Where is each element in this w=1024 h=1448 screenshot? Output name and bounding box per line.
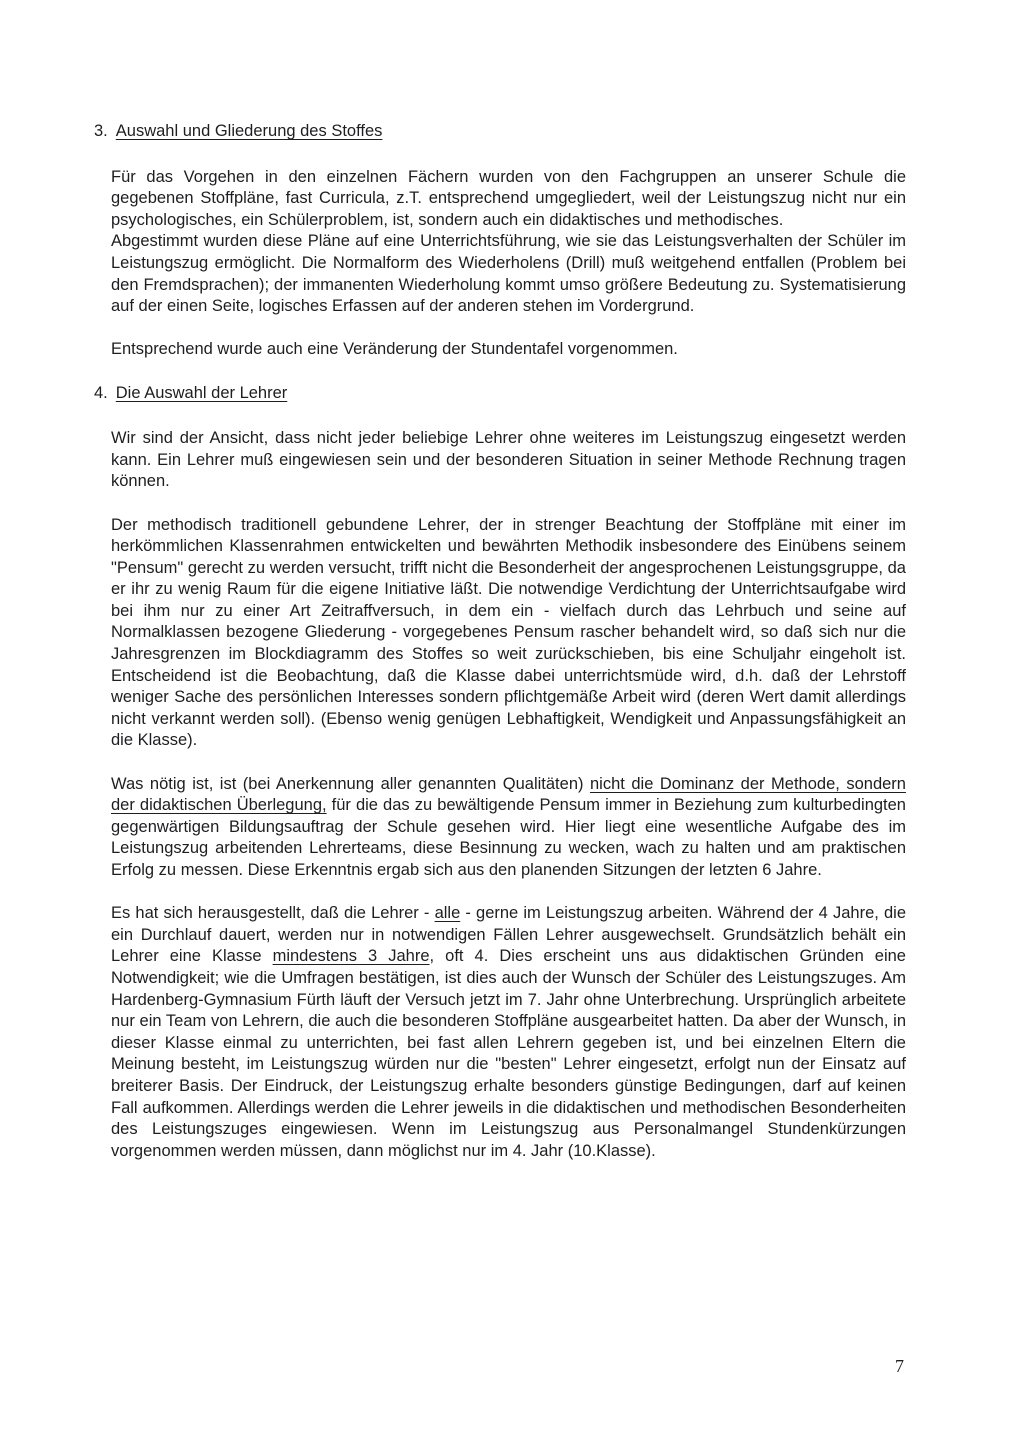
underlined-text: alle bbox=[434, 904, 461, 923]
paragraph bbox=[111, 515, 906, 753]
section-body bbox=[94, 167, 906, 361]
text-run: Abgestimmt wurden diese Pläne auf eine Unterrichtsführung, wie sie das Leistungsverhalten der Schüler im Leistungszug ermöglicht. Die Normalform des Wiederholens (Drill) muß weitgehend entfallen (Problem bei den Fremdsprachen); der immanenten Wiederholung kommt umso größere Bedeutung zu. Systematisierung auf der einen Seite, logisches Erfassen auf der anderen stehen im Vordergrund. bbox=[111, 232, 906, 316]
text-run: Der methodisch traditionell gebundene Lehrer, der in strenger Beachtung der Stoffpläne mit einer im herkömmlichen Klassenrahmen entwickelten und bewährten Methodik insbesondere des Einübens seinem "Pensum" gerecht zu werden versucht, trifft nicht die Besonderheit der angesprochenen Leistungsgruppe, da er ihr zu wenig Raum für die eigene Initiative läßt. Die notwendige Verdichtung der Unterrichtsaufgabe wird bei ihm nur zu einer Art Zeitraffversuch, in dem ein - vielfach durch das Lehrbuch und seine auf Normalklassen bezogene Gliederung - vorgegebenes Pensum rascher behandelt wird, so daß sich nur die Jahresgrenzen im Blockdiagramm des Stoffes so weit zurückschieben, bis eine Schuljahr eingeholt ist. Entscheidend ist die Beobachtung, daß die Klasse dabei unterrichtsmüde wird, d.h. daß der Lehrstoff weniger Sache des persönlichen Interesses sondern pflichtgemäße Arbeit wird (deren Wert damit allerdings nicht verkannt werden soll). (Ebenso wenig genügen Lebhaftigkeit, Wendigkeit und Anpassungsfähigkeit an die Klasse). bbox=[111, 515, 906, 750]
text-run: Was nötig ist, ist (bei Anerkennung aller genannten Qualitäten) bbox=[111, 774, 590, 793]
text-run: für die das zu bewältigende Pensum immer in Beziehung zum kulturbedingten gegenwärtigen Bildungsauftrag der Schule gesehen wird. Hier liegt eine wesentliche Aufgabe des im Leistungszug arbeitenden Lehrerteams, diese Besinnung zu wecken, wach zu halten und am praktischen Erfolg zu messen. Diese Erkenntnis ergab sich aus den planenden Sitzungen der letzten 6 Jahre. bbox=[111, 796, 906, 879]
paragraph bbox=[111, 339, 906, 361]
section-lehrer-auswahl bbox=[94, 383, 906, 1163]
section-number: 3. bbox=[94, 122, 108, 140]
section-heading bbox=[94, 121, 906, 143]
section-title: Die Auswahl der Lehrer bbox=[115, 383, 288, 402]
underlined-text: mindestens 3 Jahre bbox=[272, 947, 430, 966]
section-heading bbox=[94, 383, 906, 405]
text-run: Es hat sich herausgestellt, daß die Lehrer - bbox=[111, 904, 435, 923]
section-stoff-auswahl bbox=[94, 121, 906, 361]
section-title: Auswahl und Gliederung des Stoffes bbox=[115, 122, 383, 140]
paragraph bbox=[111, 167, 906, 232]
text-run: - gerne im Leistungszug arbeiten. Während der 4 Jahre, die ein Durchlauf dauert, werden nur in notwendigen Fällen Lehrer ausgewechselt. Grundsätzlich behält ein Lehrer eine Klasse bbox=[111, 904, 906, 966]
paragraph bbox=[111, 774, 906, 882]
section-body bbox=[94, 428, 906, 1162]
page-number: 7 bbox=[895, 1356, 904, 1376]
underlined-text: nicht die Dominanz der Methode, sondern der didaktischen Überlegung, bbox=[111, 774, 906, 815]
paragraph bbox=[111, 428, 906, 493]
section-number: 4. bbox=[94, 383, 108, 402]
text-run: Für das Vorgehen in den einzelnen Fächern wurden von den Fachgruppen an unserer Schule die gegebenen Stoffpläne, fast Curricula, z.T. entsprechend umgegliedert, weil der Leistungszug nicht nur ein psychologisches, ein Schülerproblem, ist, sondern auch ein didaktisches und methodisches. bbox=[111, 167, 906, 229]
text-run: Wir sind der Ansicht, dass nicht jeder beliebige Lehrer ohne weiteres im Leistungszug eingesetzt werden kann. Ein Lehrer muß eingewiesen sein und der besonderen Situation in seiner Methode Rechnung tragen können. bbox=[111, 429, 906, 491]
text-run: Entsprechend wurde auch eine Veränderung der Stundentafel vorgenommen. bbox=[111, 340, 678, 359]
paragraph bbox=[111, 903, 906, 1162]
text-run: , oft 4. Dies erscheint uns aus didaktischen Gründen eine Notwendigkeit; wie die Umfragen bestätigen, ist dies auch der Wunsch der Schüler des Leistungszuges. Am Hardenberg-Gymnasium Fürth läuft der Versuch jetzt im 7. Jahr ohne Unterbrechung. Ursprünglich arbeitete nur ein Team von Lehrern, die auch die besonderen Stoffpläne ausgearbeitet hatten. Da aber der Wunsch, in dieser Klasse einmal zu unterrichten, bei fast allen Lehrern gegeben ist, und bei einzelnen Eltern die Meinung besteht, im Leistungszug würden nur die "besten" Lehrer eingesetzt, erfolgt nun der Einsatz auf breiterer Basis. Der Eindruck, der Leistungszug erhalte besonders günstige Bedingungen, darf auf keinen Fall aufkommen. Allerdings werden die Lehrer jeweils in die didaktischen und methodischen Besonderheiten des Leistungszuges eingewiesen. Wenn im Leistungszug aus Personalmangel Stundenkürzungen vorgenommen werden müssen, dann möglichst nur im 4. Jahr (10.Klasse). bbox=[111, 947, 906, 1160]
paragraph bbox=[111, 231, 906, 317]
